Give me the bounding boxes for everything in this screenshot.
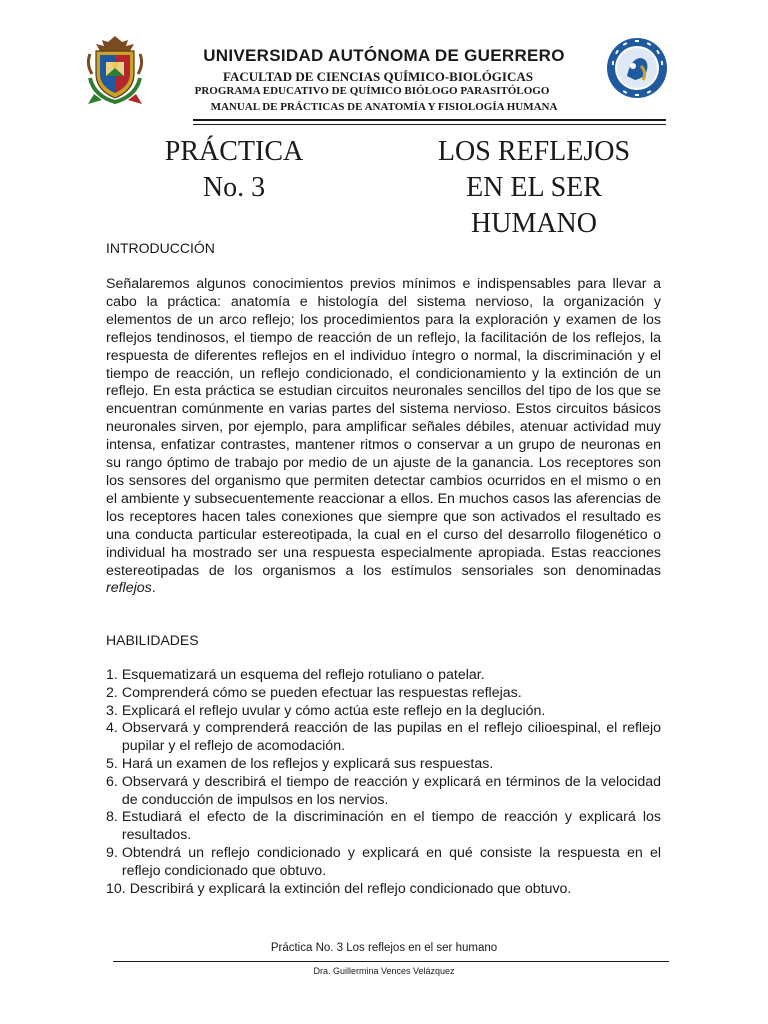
item-number: 10. [106,880,126,897]
footer-author: Dra. Guillermina Vences Velázquez [313,966,455,976]
practice-label: PRÁCTICA [164,136,304,167]
item-number: 1. [106,667,118,683]
introduction-text: Señalaremos algunos conocimientos previos mínimos e indispensables para llevar a cabo la práctica: anatomía e histología del sistema nervioso, la organización y elementos de un arco reflejo; los procedimientos para la exploración y examen de los reflejos tendinosos, el tiempo de reacción de un reflejo, la facilitación de los reflejos, la respuesta de diferentes reflejos en el individuo íntegro o normal, la discriminación y el tiempo de reacción, un reflejo condicionado, el condicionamiento y la extinción de un reflejo. En esta práctica se estudian circuitos neuronales sencillos del tipo de los que se encuentran comúnmente en varias partes del sistema nervioso. Estos circuitos básicos neuronales sirven, por ejemplo, para amplificar señales débiles, atenuar actividad muy intensa, enfatizar contrastes, mantener ritmos o conservar a un grupo de neuronas en su rango óptimo de trabajo por medio de un ajuste de la ganancia. Los receptores son los sensores del organismo que permiten detectar cambios ocurridos en el mismo o en el ambiente y subsecuentemente reaccionar a ellos. En muchos casos las aferencias de los receptores hacen tales conexiones que siempre que son activados el resultado es una conducta particular estereotipada, la cual en el curso del desarrollo filogenético o individual ha mostrado ser una respuesta especialmente apropiada. Estas reacciones estereotipadas de los organismos a los estímulos sensoriales son denominadas [106,276,661,579]
introduction-paragraph [106,276,661,598]
item-text: Esquematizará un esquema del reflejo rotuliano o patelar. [121,667,485,683]
footer-divider [113,961,669,962]
item-text: Estudiará el efecto de la discriminación en el tiempo de reacción y explicará los resultados. [121,809,661,844]
header-divider [193,119,666,121]
list-item [106,756,661,774]
topic-line-1: LOS REFLEJOS [437,136,631,167]
practice-number: No. 3 [202,172,266,203]
introduction-period: . [151,580,156,597]
item-number: 2. [106,684,118,701]
list-item [106,809,661,845]
list-item [106,667,661,685]
list-item [106,703,661,721]
topic-line-3: HUMANO [471,208,597,239]
item-text: Comprenderá cómo se pueden efectuar las respuestas reflejas. [121,684,522,701]
manual-name: MANUAL DE PRÁCTICAS DE ANATOMÍA Y FISIOLOGÍA HUMANA [210,101,558,113]
skills-list [106,667,661,898]
item-number: 6. [106,773,118,790]
practice-topic-title [404,134,664,242]
item-number: 4. [106,720,118,737]
item-text: Observará y describirá el tiempo de reacción y explicará en términos de la velocidad de conducción de impulsos en los nervios. [121,773,661,808]
introduction-heading: INTRODUCCIÓN [106,240,215,256]
practice-number-title [134,134,334,206]
item-text: Hará un examen de los reflejos y explicará sus respuestas. [121,755,494,772]
list-item [106,881,661,899]
header-divider-thin [193,124,666,125]
item-text: Describirá y explicará la extinción del reflejo condicionado que obtuvo. [129,880,572,897]
item-number: 5. [106,755,118,772]
skills-heading: HABILIDADES [106,632,199,648]
list-item [106,685,661,703]
item-number: 9. [106,844,118,861]
item-number: 8. [106,809,118,826]
list-item [106,720,661,756]
item-number: 3. [106,702,118,719]
list-item [106,845,661,881]
item-text: Observará y comprenderá reacción de las pupilas en el reflejo cilioespinal, el reflejo pupilar y el reflejo de acomodación. [121,720,661,755]
list-item [106,774,661,810]
item-text: Obtendrá un reflejo condicionado y explicará en qué consiste la respuesta en el reflejo condicionado que obtuvo. [121,844,661,879]
faculty-name: FACULTAD DE CIENCIAS QUÍMICO-BIOLÓGICAS [222,69,533,84]
program-name: PROGRAMA EDUCATIVO DE QUÍMICO BIÓLOGO PARASITÓLOGO [194,85,550,97]
topic-line-2: EN EL SER [466,172,602,203]
university-name: UNIVERSIDAD AUTÓNOMA DE GUERRERO [203,46,565,65]
footer-title: Práctica No. 3 Los reflejos en el ser humano [270,942,498,954]
introduction-italic-term: reflejos [106,580,152,597]
item-text: Explicará el reflejo uvular y cómo actúa este reflejo en la deglución. [121,702,546,719]
